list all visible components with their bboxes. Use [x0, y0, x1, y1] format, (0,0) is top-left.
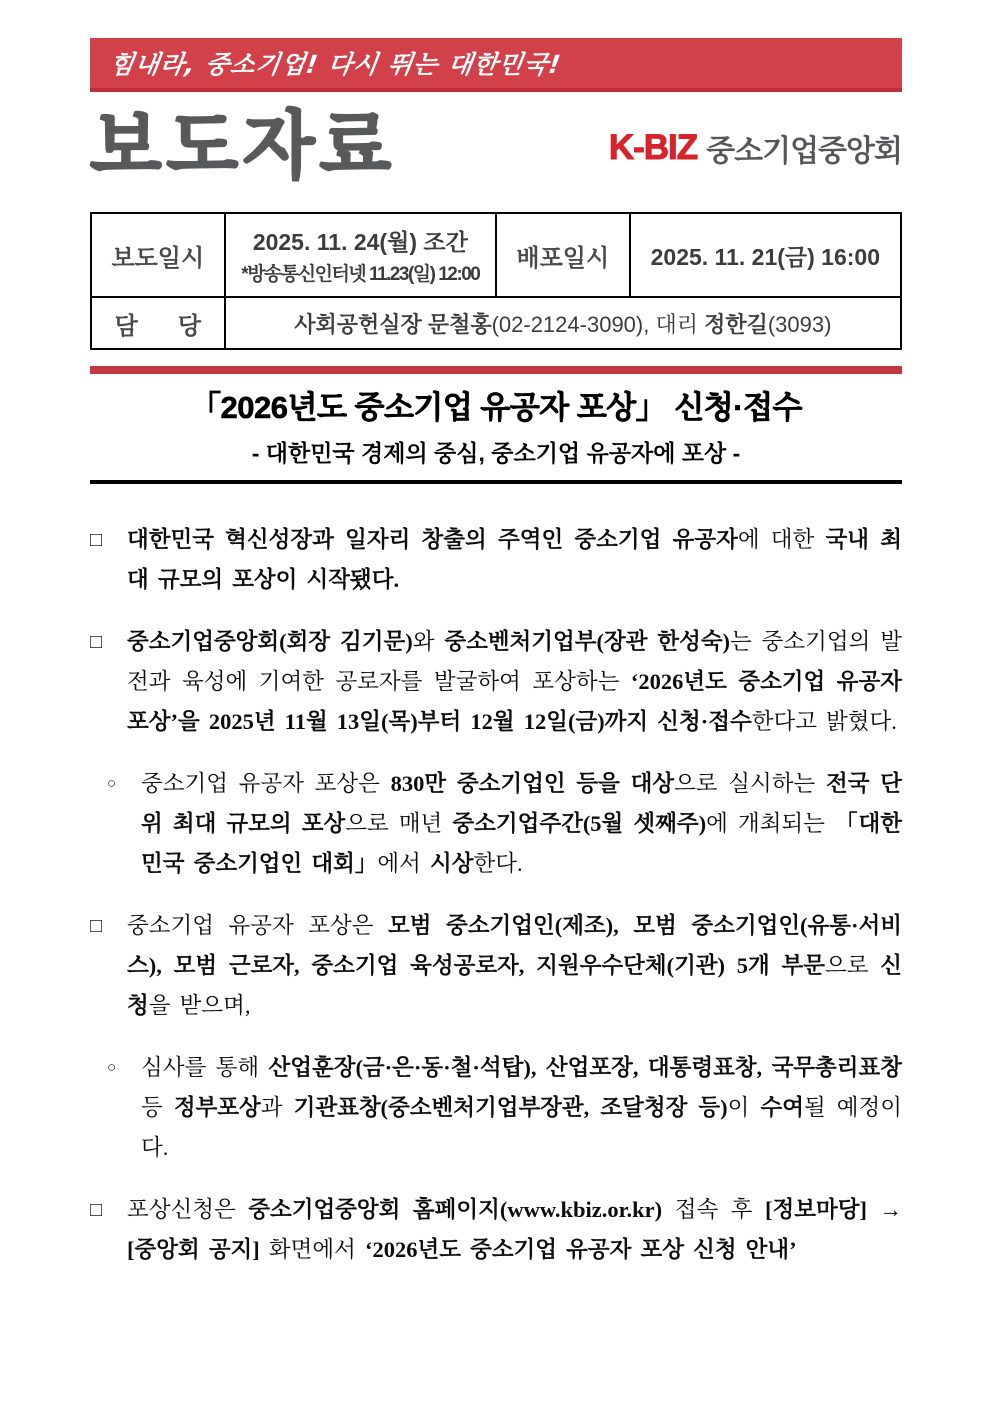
- paragraph-announcement: [90, 622, 902, 742]
- distribution-date-value: 2025. 11. 21(금) 16:00: [630, 213, 901, 297]
- distribution-date-label: 배포일시: [496, 213, 630, 297]
- paragraph-text: 중소기업 유공자 포상은 모범 중소기업인(제조), 모범 중소기업인(유통·서비스), 모범 근로자, 중소기업 육성공로자, 지원우수단체(기관) 5개 부문으로 신청을 받으며,: [127, 913, 902, 1018]
- document-type-title: 보도자료: [90, 104, 396, 187]
- paragraph-award-scale: [90, 764, 902, 884]
- kbiz-logo-mark: K-BIZ: [608, 128, 698, 167]
- kbiz-logo: [609, 126, 902, 170]
- campaign-banner: [90, 38, 902, 92]
- table-row: [91, 213, 901, 297]
- circle-bullet-icon: ○: [107, 775, 117, 792]
- page-subtitle: - 대한민국 경제의 중심, 중소기업 유공자에 포상 -: [251, 440, 741, 466]
- paragraph-text: 중소기업 유공자 포상은 830만 중소기업인 등을 대상으로 실시하는 전국 단위 최대 규모의 포상으로 매년 중소기업주간(5월 셋째주)에 개최되는 「대한민국 중소기업인 대회」에서 시상한다.: [141, 771, 902, 876]
- contact-label: 담 당: [91, 297, 225, 349]
- square-bullet-icon: □: [90, 631, 103, 653]
- paragraph-text: 포상신청은 중소기업중앙회 홈페이지(www.kbiz.or.kr) 접속 후 [정보마당] → [중앙회 공지] 화면에서 ‘2026년도 중소기업 유공자 포상 신청 안내’: [127, 1197, 902, 1262]
- release-date-label: 보도일시: [91, 213, 225, 297]
- double-rule-divider: [90, 480, 902, 484]
- release-date-line2: *방송통신인터넷 11.23(일) 12:00: [241, 264, 480, 285]
- paragraph-how-to-apply: [90, 1190, 902, 1270]
- paragraph-text: 중소기업중앙회(회장 김기문)와 중소벤처기업부(장관 한성숙)는 중소기업의 발전과 육성에 기여한 공로자를 발굴하여 포상하는 ‘2026년도 중소기업 유공자 포상’을 2025년 11월 13일(목)부터 12월 12일(금)까지 신청·접수한다고 밝혔다.: [127, 629, 902, 734]
- square-bullet-icon: □: [90, 1199, 103, 1221]
- paragraph-text: 대한민국 혁신성장과 일자리 창출의 주역인 중소기업 유공자에 대한 국내 최대 규모의 포상이 시작됐다.: [127, 527, 902, 592]
- release-date-line1: 2025. 11. 24(월) 조간: [252, 229, 468, 255]
- banner-slogan: 힘내라, 중소기업! 다시 뛰는 대한민국!: [107, 50, 564, 79]
- release-date-value: [225, 213, 496, 297]
- page-title: 「2026년도 중소기업 유공자 포상」 신청·접수: [190, 390, 802, 425]
- circle-bullet-icon: ○: [107, 1059, 117, 1076]
- paragraph-lead: [90, 520, 902, 600]
- press-release-body: [90, 520, 902, 1270]
- contact-value: 사회공헌실장 문철홍(02-2124-3090), 대리 정한길(3093): [225, 297, 901, 349]
- document-header: [90, 100, 902, 192]
- paragraph-prizes: [90, 1048, 902, 1168]
- press-info-table: [90, 212, 902, 350]
- paragraph-categories: [90, 906, 902, 1026]
- square-bullet-icon: □: [90, 915, 103, 937]
- red-divider-bar: [90, 366, 902, 374]
- org-name-label: 중소기업중앙회: [706, 135, 902, 168]
- table-row: [91, 297, 901, 349]
- paragraph-text: 심사를 통해 산업훈장(금·은·동·철·석탑), 산업포장, 대통령표창, 국무총리표창 등 정부포상과 기관표창(중소벤처기업부장관, 조달청장 등)이 수여될 예정이다.: [141, 1055, 902, 1160]
- square-bullet-icon: □: [90, 529, 103, 551]
